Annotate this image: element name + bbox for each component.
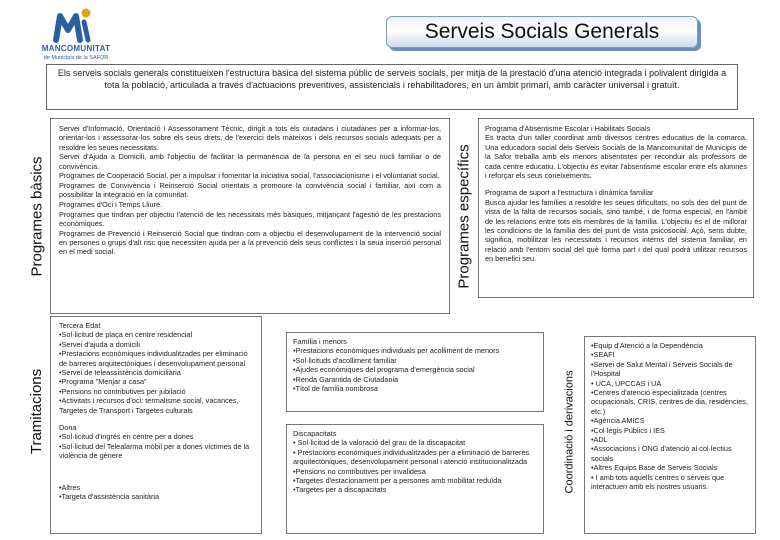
intro-text: Els serveis socials generals constitueixen l'estructura bàsica del sistema públic de serveis socials, per mitjà de la prestació d'una atenció integrada i polivalent dirigida a tota la població, articulada a través d'actuacions preventives, assistencials i rehabilitadores, en un àmbit primari, amb caràcter universal i gratuït. (46, 64, 738, 110)
list-item: •Sol·licitud de plaça en centre residencial (59, 330, 193, 340)
label-programes-especifics-text: Programes específics (455, 143, 473, 289)
group-title: Família i menors (293, 337, 347, 346)
list-item: •Sol·licitud d'ingrés en centre per a dones (59, 432, 194, 442)
label-coordinacio-text: Coordinació i derivacions (563, 370, 575, 494)
list-item: •Targetes d'estacionament per a persones amb mobilitat reduïda (293, 476, 502, 486)
tramitacions-discapacitats-box (286, 424, 544, 534)
list-item: •Activitats i recursos d'oci: termalisme social, vacances, Targetes de Transport i Targetes culturals (59, 396, 239, 415)
basics-item: Programes de Prevenció i Reinserció Social que tindran com a objectiu el desenvolupament de la intervenció social en persones o grups d'alt risc que necessiten ajuda per a la prevenció dels seus conflictes i la seua inserció personal en el medi social. (59, 228, 441, 257)
label-programes-basics (26, 118, 48, 314)
list-item: •Equip d'Atenció a la Dependència (591, 341, 703, 350)
tramitacions-familia-box (286, 332, 544, 412)
list-item: •Servei d'ajuda a domicili (59, 339, 141, 349)
list-item: •Centres d'atenció especialitzada (centres ocupacionals, CRIS, centres de dia, residències, etc.) (591, 388, 748, 416)
list-item: •Prestacions econòmiques individualitzades per eliminació de barreres arquitectòniques i desenvolupament personal (59, 349, 248, 368)
basics-item: Programes d'Oci i Temps Lliure. (59, 200, 163, 209)
label-tramitacions (26, 316, 48, 506)
basics-item: Programes de Cooperació Social, per a impulsar i fomentar la iniciativa social, l'associacionisme i el voluntariat social. (59, 171, 440, 181)
list-item: •Pensions no contributives per invalidesa (293, 466, 426, 476)
basics-item: Programes que tindran per objectiu l'atenció de les necessitats més bàsiques, mitjançant l'agestió de les prestacions econòmiques. (59, 209, 441, 228)
list-item: •Associacions i ONG d'atenció al col·lectius socials (591, 444, 732, 463)
basics-item: Servei d'Informació, Orientació i Assessorament Tècnic, dirigit a tots els ciutadans i ciutadanes per a informar-los, orientar-los i assessorar-los sobre els seus drets, de l'exercici dels mateixos i dels recursos socials adequats per a resoldre les seues necessitats. (59, 124, 441, 152)
list-item: •Agència AMICS (591, 416, 645, 426)
list-item: •Sol·licitud del Telealarma mòbil per a dones víctimes de la violència de gènere (59, 441, 250, 461)
list-item: •Targeta d'assistència sanitària (59, 492, 160, 502)
label-programes-basics-text: Programes bàsics (28, 155, 46, 277)
list-item: •Altres (59, 482, 81, 492)
group-title: Tercera Edat (59, 321, 101, 330)
label-coordinacio (560, 332, 578, 532)
especific-title: Programa d'Absentisme Escolar i Habilitats Socials (485, 124, 651, 133)
list-item: •ADL (591, 435, 608, 445)
list-item: •Servei de Salut Mental i Serveis Socials de l'Hospital (591, 359, 733, 379)
list-item: •Servei de teleassistència domiciliària (59, 368, 181, 378)
list-item: •Pensions no contributives per jubilació (59, 386, 186, 396)
mancomunitat-logo (26, 6, 146, 66)
mancomunitat-m-icon (50, 6, 102, 44)
list-item: •Ajudes econòmiques del programa d'emergència social (293, 365, 475, 375)
list-item: •Sol·licituds d'acolliment familiar (293, 355, 397, 365)
list-item: • I amb tots aquells centres o serveis que interactuen amb els nostres usuaris. (591, 472, 725, 492)
list-item: •SEAFI (591, 350, 615, 360)
list-item: •Títol de família nombrosa (293, 384, 378, 394)
list-item: •Renda Garantida de Ciutadania (293, 374, 399, 384)
brand-name: MANCOMUNITAT (41, 44, 111, 53)
list-item: • Prestacions econòmiques individualitzades per a eliminació de barreres arquitectòniques, desenvolupament personal i atenció institucionalitzada (293, 447, 530, 467)
basics-item: Programes de Convivència i Reinserció Social orientats a promoure la convivència social i familiar, així com a possibilitar la integració en la comunitat. (59, 181, 441, 200)
programes-basics-box (50, 118, 450, 314)
list-item: • UCA, UPCCAS i UA (591, 378, 662, 388)
label-programes-especifics (452, 118, 476, 314)
group-title: Dona (59, 423, 77, 433)
list-item: •Prestacions econòmiques individuals per acolliment de menors (293, 346, 500, 356)
list-item: •Col·legis Públics i IES (591, 425, 665, 435)
label-tramitacions-text: Tramitacions (28, 368, 46, 454)
list-item: •Targetes per a discapacitats (293, 485, 387, 495)
coordinacio-derivacions-box (584, 336, 756, 534)
list-item: •Programa "Menjar a casa" (59, 377, 147, 387)
brand-subtitle: de Municipis de la SAFOR (43, 55, 109, 61)
especific-title: Programa de suport a l'estructura i dinàmica familiar (485, 188, 654, 198)
list-item: • Sol·licitud de la valoració del grau de la discapacitat (293, 438, 466, 448)
especific-text: Es tracta d'un taller coordinat amb diversos centres educatius de la comarca. Una educadora social dels Serveis Socials de la Mancomunitat de Municipis de la Safor treballa amb els menors absentistes per reconduir als professors de cada centre educatiu. L'objectiu és evitar l'absentisme escolar entre els alumnes i reforçar els seus coneixements. (485, 133, 747, 181)
programes-especifics-box (478, 118, 754, 298)
page-title: Serveis Socials Generals (424, 20, 660, 43)
tramitacions-tercera-edat-box (50, 316, 262, 534)
group-title: Discapacitats (293, 429, 337, 438)
list-item: •Altres Equips Base de Serveis Socials (591, 463, 718, 473)
especific-text: Busca ajudar les famílies a resoldre les seues dificultats, no sols des del punt de vista de la falta de recursos socials, sinó també, i de forma especial, en l'àmbit de les relacions entre tots els membres de la família. L'objectiu és el de millorar les condicions de la família des del punt de vista psicosocial. Açò, sens dubte, significa, mobilitzar les necessitats i recursos interns del sistema familiar, en relació amb l'entorn social del què forma part i del qual podrà utilitzar recursos en benefici seu. (485, 197, 747, 264)
basics-item: Servei d'Ajuda a Domicili, amb l'objectiu de facilitar la permanència de la persona en el seu nucli familiar o de convivència. (59, 152, 441, 171)
page-title-box (386, 16, 698, 48)
